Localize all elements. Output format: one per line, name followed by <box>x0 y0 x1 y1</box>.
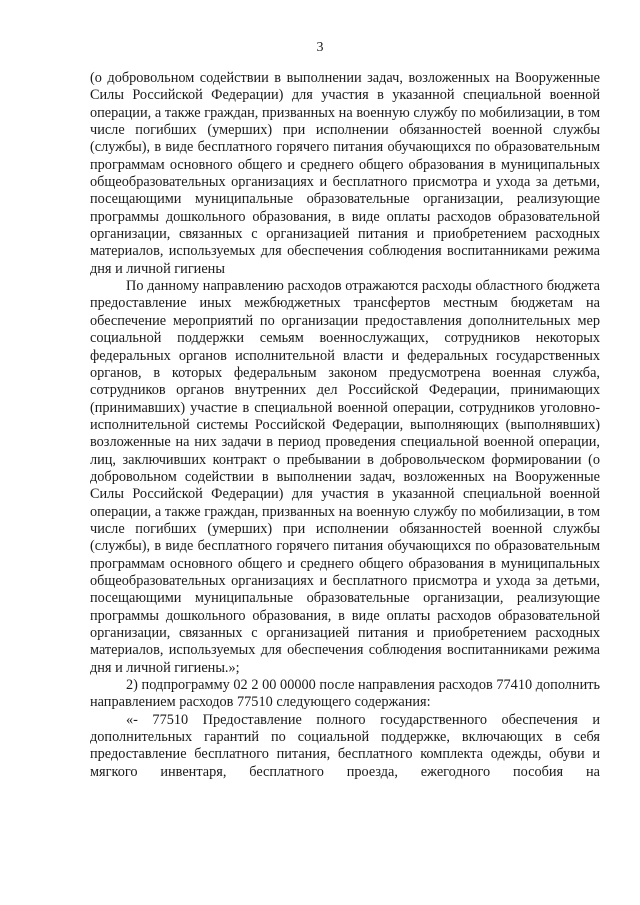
paragraph-subprogram-amendment: 2) подпрограмму 02 2 00 00000 после направления расходов 77410 дополнить направлением расходов 77510 следующего содержания: <box>90 677 600 711</box>
page-number: 3 <box>316 40 324 55</box>
paragraph-continuation: (о добровольном содействии в выполнении задач, возложенных на Вооруженные Силы Российской Федерации) для участия в указанной специальной военной операции, а также граждан, призванных на военную службу по мобилизации, в том числе погибших (умерших) при исполнении обязанностей военной службы (службы), в виде бесплатного горячего питания обучающихся по образовательным программам основного общего и среднего общего образования в муниципальных общеобразовательных организациях и бесплатного присмотра и ухода за детьми, посещающими муниципальные образовательные организации, реализующие программы дошкольного образования, в виде оплаты расходов образовательной организации, связанных с организацией питания и приобретением расходных материалов, используемых для обеспечения соблюдения воспитанниками режима дня и личной гигиены <box>90 70 600 277</box>
paragraph-new-direction: «- 77510 Предоставление полного государственного обеспечения и дополнительных гарантий по социальной поддержке, включающих в себя предоставление бесплатного питания, бесплатного комплекта одежды, обуви и мягкого инвентаря, бесплатного проезда, ежегодного пособия на <box>90 711 600 780</box>
paragraph-expense-direction: По данному направлению расходов отражаются расходы областного бюджета предоставление иных межбюджетных трансфертов местным бюджетам на обеспечение мероприятий по организации предоставления дополнительных мер социальной поддержки семьям военнослужащих, сотрудников некоторых федеральных органов исполнительной власти и федеральных государственных органов, в которых федеральным законом предусмотрена военная служба, сотрудников органов внутренних дел Российской Федерации, принимающих (принимавших) участие в специальной военной операции, сотрудников уголовно-исполнительной системы Российской Федерации, выполняющих (выполнявших) возложенные на них задачи в период проведения специальной военной операции, лиц, заключивших контракт о пребывании в добровольческом формировании (о добровольном содействии в выполнении задач, возложенных на Вооруженные Силы Российской Федерации) для участия в указанной специальной военной операции, а также граждан, призванных на военную службу по мобилизации, в том числе погибших (умерших) при исполнении обязанностей военной службы (службы), в виде бесплатного горячего питания обучающихся по образовательным программам основного общего и среднего общего образования в муниципальных общеобразовательных организациях и бесплатного присмотра и ухода за детьми, посещающими муниципальные образовательные организации, реализующие программы дошкольного образования, в виде оплаты расходов образовательной организации, связанных с организацией питания и приобретением расходных материалов, используемых для обеспечения соблюдения воспитанниками режима дня и личной гигиены.»; <box>90 278 600 676</box>
document-body <box>90 70 600 781</box>
